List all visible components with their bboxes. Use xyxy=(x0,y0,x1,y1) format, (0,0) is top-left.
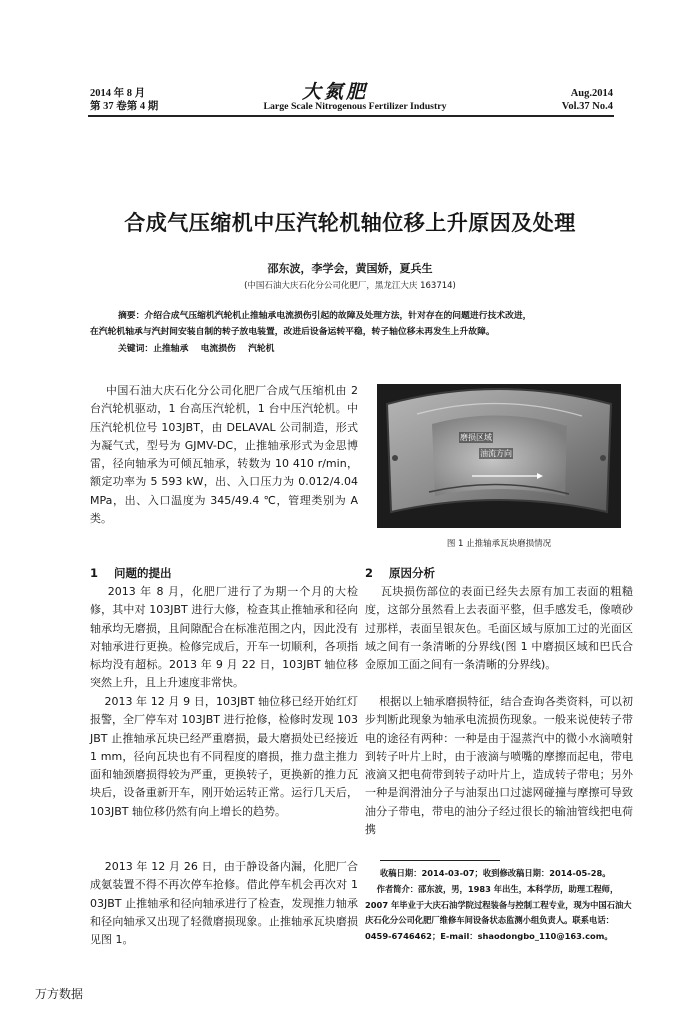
header-date-en: Aug.2014 xyxy=(570,88,613,99)
figure-label-oil-flow: 油流方向 xyxy=(480,449,512,458)
header-rule xyxy=(88,115,614,117)
journal-name-en: Large Scale Nitrogenous Fertilizer Industry xyxy=(263,101,447,112)
header-volume: 第 37 卷第 4 期 xyxy=(90,101,159,112)
keywords: 关键词：止推轴承 电流损伤 汽轮机 xyxy=(118,344,275,354)
header-volume-en: Vol.37 No.4 xyxy=(561,101,613,112)
abstract-line-1: 摘要：介绍合成气压缩机汽轮机止推轴承电流损伤引起的故障及处理方法，针对存在的问题进行技术改进， xyxy=(118,311,532,321)
watermark: 万方数据 xyxy=(35,987,84,1001)
intro-paragraph: 中国石油大庆石化分公司化肥厂合成气压缩机由 2 台汽轮机驱动，1 台高压汽轮机，1 台中压汽轮机。中压汽轮机位号 103JBT，由 DELAVAL 公司制造，形式为凝气式，型号为 GJMV-DC，止推轴承形式为金思博雷，径向轴承为可倾瓦轴承，转数为 10 410 r/min，额定功率为 5 593 kW，出、入口压力为 0.012/4.04 MPa，出、入口温度为 345/49.4 ℃，管理类别为 A 类。 xyxy=(90,384,362,526)
section-1-para-1: 2013 年 8 月，化肥厂进行了为期一个月的大检修，其中对 103JBT 进行大修，检查其止推轴承和径向轴承均无磨损，且间隙配合在标准范围之内，因此没有对轴承进行更换。检修完成后，开车一切顺利，各项指标均没有超标。2013 年 9 月 22 日，103JBT 轴位移突然上升，且上升速度非常快。 xyxy=(90,585,358,690)
footnote-rule xyxy=(380,860,500,861)
footnote-author-bio: 作者简介：邵东波，男，1983 年出生，本科学历，助理工程师，2007 年毕业于大庆石油学院过程装备与控制工程专业，现为中国石油大庆石化分公司化肥厂维修车间设备状态监测小组负责人。联系电话：0459-6746462；E-mail：shaodongbo_110@163.com。 xyxy=(365,884,632,941)
article-title: 合成气压缩机中压汽轮机轴位移上升原因及处理 xyxy=(124,211,576,235)
section-2-para-2: 根据以上轴承磨损特征，结合查询各类资料，可以初步判断此现象为轴承电流损伤现象。一般来说使转子带电的途径有两种：一种是由于湿蒸汽中的微小水滴喷射到转子叶片上时，由于液滴与喷嘴的摩擦而起电，带电液滴又把电荷带到转子动叶片上，造成转子带电；另外一种是润滑油分子与油泵出口过滤网碰撞与摩擦可导致油分子带电，带电的油分子经过很长的输油管线把电荷携 xyxy=(365,695,633,837)
section-1-para-2: 2013 年 12 月 9 日，103JBT 轴位移已经开始红灯报警，全厂停车对 103JBT 进行抢修，检修时发现 103JBT 止推轴承瓦块已经严重磨损，最大磨损处已经接近 1 mm，径向瓦块也有不同程度的磨损，推力盘主推力面和轴颈磨损得较为严重，更换转子，更换新的推力瓦块后，设备重新开车，刚开始运转正常。运行几天后，103JBT 轴位移仍然有向上增长的趋势。 xyxy=(90,695,362,818)
header-date: 2014 年 8 月 xyxy=(90,88,146,99)
section-2-heading: 2 原因分析 xyxy=(365,566,436,580)
footnote-received: 收稿日期：2014-03-07；收到修改稿日期：2014-05-28。 xyxy=(380,868,611,878)
figure-1-caption: 图 1 止推轴承瓦块磨损情况 xyxy=(446,539,552,549)
figure-1-photo xyxy=(377,384,621,528)
journal-logo: 大氮肥 xyxy=(302,81,369,103)
section-1-para-3: 2013 年 12 月 26 日，由于静设备内漏，化肥厂合成氨装置不得不再次停车抢修。借此停车机会再次对 103JBT 止推轴承和径向轴承进行了检查，发现推力轴承和径向轴承又出现了轻微磨损现象。止推轴承瓦块磨损见图 1。 xyxy=(90,860,358,947)
abstract-line-2: 在汽轮机轴承与汽封间安装自制的转子放电装置，改进后设备运转平稳，转子轴位移未再发生上升故障。 xyxy=(90,327,495,337)
figure-label-wear-area: 磨损区域 xyxy=(460,433,492,442)
article-affiliation: (中国石油大庆石化分公司化肥厂，黑龙江大庆 163714) xyxy=(244,281,456,291)
section-2-para-1: 瓦块损伤部位的表面已经失去原有加工表面的粗糙度，这部分虽然看上去表面平整，但手感发毛，像喷砂过那样，表面呈银灰色。毛面区域与原加工过的光面区域之间有一条清晰的分界线(图 1 中磨损区域和巴氏合金原加工面之间有一条清晰的分界线)。 xyxy=(365,585,634,672)
section-1-heading: 1 问题的提出 xyxy=(90,566,172,580)
article-authors: 邵东波，李学会，黄国娇，夏兵生 xyxy=(267,262,433,275)
